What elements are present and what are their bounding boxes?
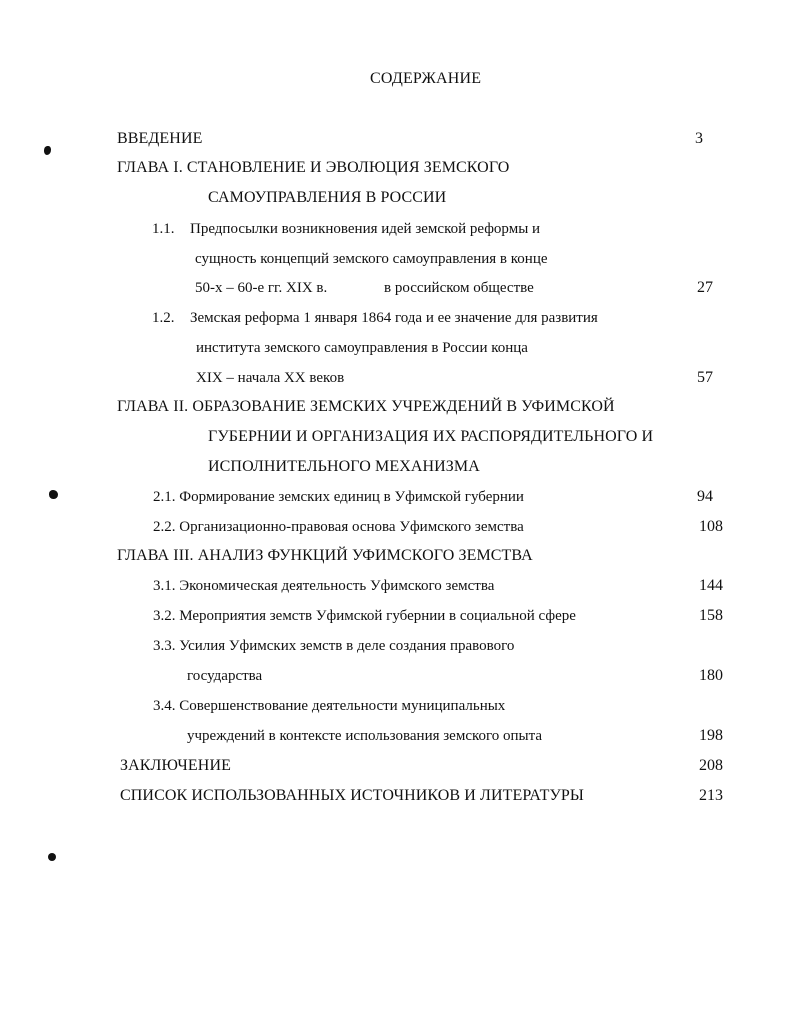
toc-entry-text: ВВЕДЕНИЕ <box>117 130 203 147</box>
toc-entry-text: ИСПОЛНИТЕЛЬНОГО МЕХАНИЗМА <box>208 458 480 475</box>
toc-page-number: 144 <box>699 577 723 594</box>
toc-entry-text: 3.2. Мероприятия земств Уфимской губернии в социальной сфере <box>153 608 576 624</box>
scan-blot-3 <box>48 853 56 861</box>
scan-blot-2 <box>49 490 58 499</box>
toc-entry-text: института земского самоуправления в России конца <box>196 340 528 356</box>
toc-page-number: 198 <box>699 727 723 744</box>
toc-entry-text: в российском обществе <box>384 280 534 296</box>
toc-entry-text: XIX – начала XX веков <box>196 370 345 386</box>
toc-entry-text: ГУБЕРНИИ И ОРГАНИЗАЦИЯ ИХ РАСПОРЯДИТЕЛЬНОГО И <box>208 428 654 445</box>
page-title: СОДЕРЖАНИЕ <box>370 70 482 87</box>
toc-page-number: 213 <box>699 787 723 804</box>
toc-entry-text: 2.2. Организационно-правовая основа Уфимского земства <box>153 519 524 535</box>
toc-entry-text: 50-х – 60-е гг. XIX в. <box>195 280 328 296</box>
toc-page-number: 180 <box>699 667 723 684</box>
toc-entry-text: ГЛАВА III. АНАЛИЗ ФУНКЦИЙ УФИМСКОГО ЗЕМСТВА <box>117 547 533 564</box>
toc-page-number: 158 <box>699 607 723 624</box>
toc-entry-text: 3.1. Экономическая деятельность Уфимского земства <box>153 578 495 594</box>
toc-section-number: 1.1. <box>152 221 175 237</box>
toc-page-number: 57 <box>697 369 713 386</box>
toc-entry-text: 3.3. Усилия Уфимских земств в деле создания правового <box>153 638 515 654</box>
toc-page-number: 208 <box>699 757 723 774</box>
scan-blot-1 <box>44 146 51 155</box>
toc-entry-text: Земская реформа 1 января 1864 года и ее значение для развития <box>190 310 598 326</box>
toc-entry-text: ГЛАВА I. СТАНОВЛЕНИЕ И ЭВОЛЮЦИЯ ЗЕМСКОГО <box>117 159 510 176</box>
toc-entry-text: ЗАКЛЮЧЕНИЕ <box>120 757 231 774</box>
toc-page-number: 108 <box>699 518 723 535</box>
toc-entry-text: САМОУПРАВЛЕНИЯ В РОССИИ <box>208 189 447 206</box>
toc-entry-text: 2.1. Формирование земских единиц в Уфимской губернии <box>153 489 524 505</box>
toc-entry-text: СПИСОК ИСПОЛЬЗОВАННЫХ ИСТОЧНИКОВ И ЛИТЕРАТУРЫ <box>120 787 584 804</box>
toc-entry-text: государства <box>187 668 263 684</box>
toc-entry-text: Предпосылки возникновения идей земской реформы и <box>190 221 541 237</box>
toc-entry-text: 3.4. Совершенствование деятельности муниципальных <box>153 698 506 714</box>
toc-entry-text: учреждений в контексте использования земского опыта <box>187 728 543 744</box>
toc-page-number: 27 <box>697 279 713 296</box>
toc-entry-text: сущность концепций земского самоуправления в конце <box>195 251 548 267</box>
toc-section-number: 1.2. <box>152 310 175 326</box>
toc-entry-text: ГЛАВА II. ОБРАЗОВАНИЕ ЗЕМСКИХ УЧРЕЖДЕНИЙ В УФИМСКОЙ <box>117 398 615 415</box>
toc-page-number: 94 <box>697 488 713 505</box>
toc-page-number: 3 <box>695 130 703 147</box>
